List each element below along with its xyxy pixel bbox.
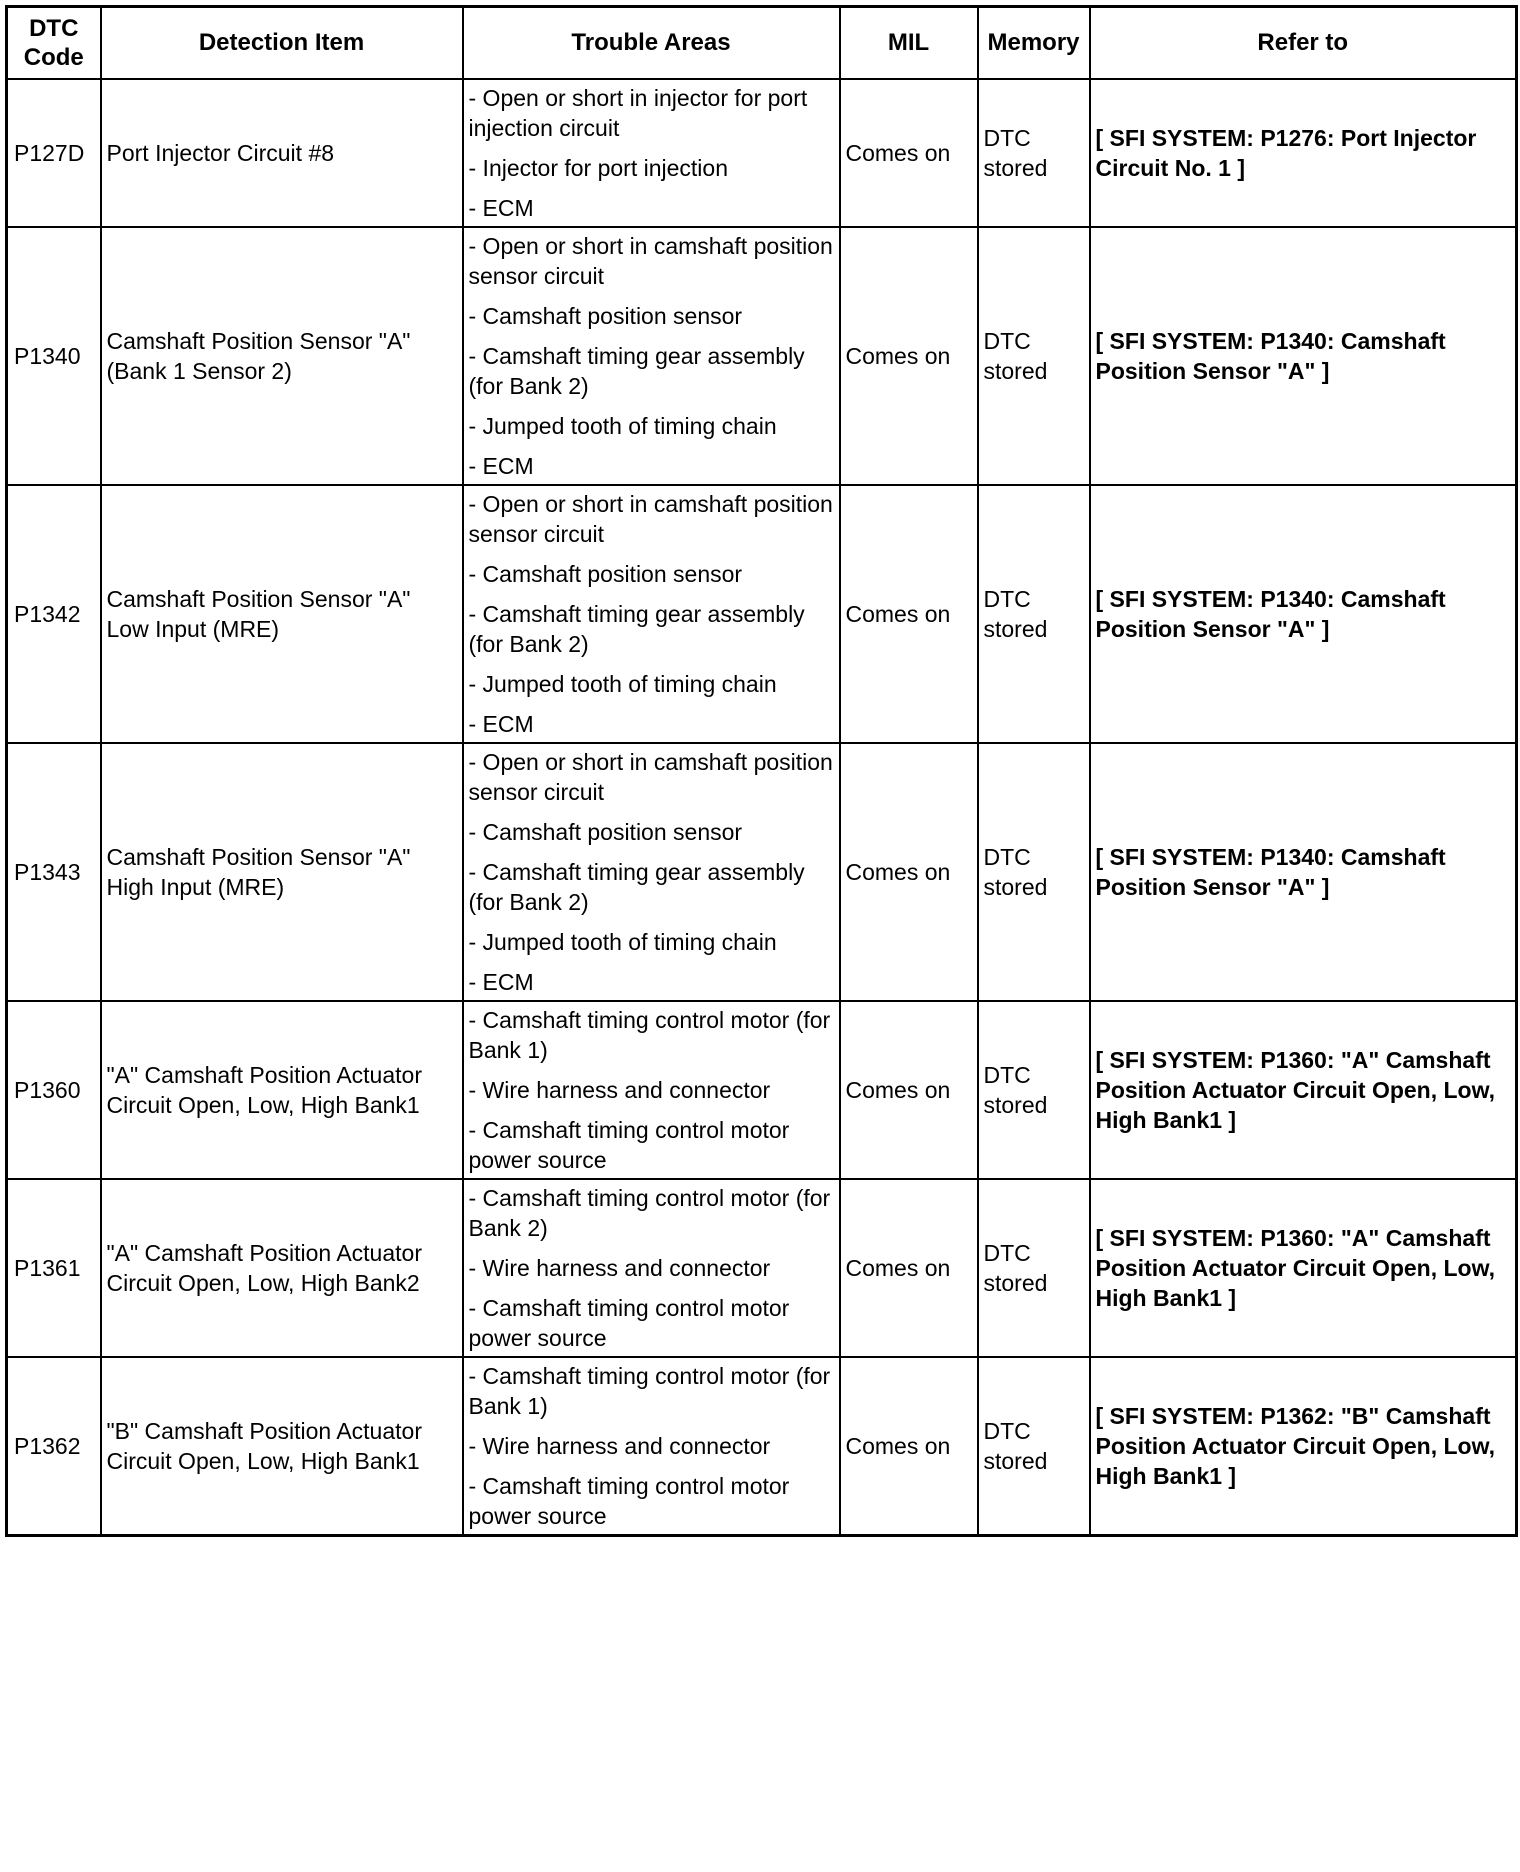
trouble-area-item: - Camshaft timing control motor power source: [468, 1116, 790, 1173]
detection-item-cell: [101, 485, 463, 743]
trouble-areas-cell: [463, 743, 840, 1001]
trouble-area-item: - Open or short in injector for port injection circuit: [468, 84, 808, 141]
dtc-table-container: [5, 5, 1515, 1537]
table-row: [7, 743, 1517, 1001]
trouble-area-item: - Camshaft position sensor: [468, 302, 743, 329]
trouble-area-item: - Camshaft timing gear assembly (for Bank 2): [468, 600, 805, 657]
mil-status: Comes on: [845, 342, 951, 369]
memory-cell: [978, 1179, 1090, 1357]
table-row: [7, 1001, 1517, 1179]
detection-item-cell: [101, 1357, 463, 1536]
dtc-table: [5, 5, 1518, 1537]
trouble-area-item: - ECM: [468, 194, 534, 221]
refer-to-link[interactable]: [ SFI SYSTEM: P1360: "A" Camshaft Position Actuator Circuit Open, Low, High Bank1 ]: [1095, 1046, 1496, 1133]
trouble-area-item: - Jumped tooth of timing chain: [468, 412, 777, 439]
detection-item: Port Injector Circuit #8: [106, 139, 335, 166]
trouble-area-item: - Open or short in camshaft position sensor circuit: [468, 490, 833, 547]
mil-cell: [840, 743, 978, 1001]
memory-status: DTC stored: [983, 1417, 1048, 1474]
dtc-code: P1362: [14, 1432, 81, 1459]
trouble-area-item: - Wire harness and connector: [468, 1432, 771, 1459]
trouble-area-item: - Camshaft timing gear assembly (for Bank 2): [468, 858, 805, 915]
trouble-area-item: - Camshaft timing gear assembly (for Bank 2): [468, 342, 805, 399]
dtc-code-cell: [7, 1179, 101, 1357]
trouble-areas-cell: [463, 1179, 840, 1357]
trouble-area-item: - Camshaft timing control motor (for Bank 2): [468, 1184, 831, 1241]
refer-to-cell: [1090, 743, 1517, 1001]
memory-cell: [978, 743, 1090, 1001]
mil-status: Comes on: [845, 858, 951, 885]
trouble-area-item: - Wire harness and connector: [468, 1076, 771, 1103]
table-header: [7, 7, 1517, 79]
trouble-areas-cell: [463, 1001, 840, 1179]
trouble-areas-list: [469, 1361, 834, 1531]
mil-cell: [840, 227, 978, 485]
memory-cell: [978, 1001, 1090, 1179]
mil-cell: [840, 485, 978, 743]
mil-status: Comes on: [845, 1254, 951, 1281]
dtc-code-cell: [7, 79, 101, 227]
refer-to-cell: [1090, 485, 1517, 743]
mil-status: Comes on: [845, 600, 951, 627]
refer-to-cell: [1090, 1001, 1517, 1179]
memory-cell: [978, 79, 1090, 227]
refer-to-cell: [1090, 227, 1517, 485]
detection-item: Camshaft Position Sensor "A" High Input (MRE): [106, 843, 411, 900]
dtc-code: P1360: [14, 1076, 81, 1103]
dtc-code-cell: [7, 485, 101, 743]
trouble-areas-list: [469, 1005, 834, 1175]
trouble-area-item: - Camshaft position sensor: [468, 818, 743, 845]
header-refer-to: Refer to: [1090, 7, 1517, 79]
dtc-code-cell: [7, 227, 101, 485]
detection-item-cell: [101, 227, 463, 485]
dtc-code-cell: [7, 743, 101, 1001]
refer-to-link[interactable]: [ SFI SYSTEM: P1340: Camshaft Position Sensor "A" ]: [1095, 585, 1446, 642]
table-row: [7, 227, 1517, 485]
trouble-area-item: - ECM: [468, 452, 534, 479]
refer-to-cell: [1090, 1179, 1517, 1357]
header-memory: Memory: [978, 7, 1090, 79]
detection-item-cell: [101, 1179, 463, 1357]
refer-to-cell: [1090, 1357, 1517, 1536]
trouble-area-item: - Jumped tooth of timing chain: [468, 670, 777, 697]
memory-status: DTC stored: [983, 124, 1048, 181]
detection-item-cell: [101, 79, 463, 227]
dtc-code: P1361: [14, 1254, 81, 1281]
dtc-code-cell: [7, 1357, 101, 1536]
refer-to-link[interactable]: [ SFI SYSTEM: P1360: "A" Camshaft Position Actuator Circuit Open, Low, High Bank1 ]: [1095, 1224, 1496, 1311]
trouble-areas-cell: [463, 79, 840, 227]
memory-status: DTC stored: [983, 843, 1048, 900]
trouble-area-item: - Open or short in camshaft position sensor circuit: [468, 748, 833, 805]
table-row: [7, 1357, 1517, 1536]
trouble-areas-list: [469, 747, 834, 997]
trouble-area-item: - ECM: [468, 710, 534, 737]
mil-status: Comes on: [845, 139, 951, 166]
header-trouble-areas: Trouble Areas: [463, 7, 840, 79]
mil-status: Comes on: [845, 1076, 951, 1103]
dtc-code: P1343: [14, 858, 81, 885]
memory-cell: [978, 485, 1090, 743]
trouble-areas-list: [469, 489, 834, 739]
table-body: [7, 79, 1517, 1536]
detection-item: Camshaft Position Sensor "A" Low Input (MRE): [106, 585, 411, 642]
trouble-areas-cell: [463, 1357, 840, 1536]
table-row: [7, 79, 1517, 227]
detection-item-cell: [101, 1001, 463, 1179]
mil-cell: [840, 1001, 978, 1179]
dtc-code-cell: [7, 1001, 101, 1179]
trouble-area-item: - Camshaft position sensor: [468, 560, 743, 587]
memory-cell: [978, 227, 1090, 485]
trouble-area-item: - Camshaft timing control motor (for Bank 1): [468, 1006, 831, 1063]
refer-to-link[interactable]: [ SFI SYSTEM: P1340: Camshaft Position Sensor "A" ]: [1095, 843, 1446, 900]
trouble-area-item: - Camshaft timing control motor power source: [468, 1294, 790, 1351]
trouble-area-item: - Wire harness and connector: [468, 1254, 771, 1281]
table-row: [7, 485, 1517, 743]
mil-cell: [840, 1357, 978, 1536]
trouble-areas-cell: [463, 227, 840, 485]
refer-to-link[interactable]: [ SFI SYSTEM: P1340: Camshaft Position Sensor "A" ]: [1095, 327, 1446, 384]
mil-status: Comes on: [845, 1432, 951, 1459]
memory-status: DTC stored: [983, 327, 1048, 384]
header-row: [7, 7, 1517, 79]
refer-to-link[interactable]: [ SFI SYSTEM: P1276: Port Injector Circuit No. 1 ]: [1095, 124, 1477, 181]
detection-item: "A" Camshaft Position Actuator Circuit Open, Low, High Bank2: [106, 1239, 422, 1296]
table-row: [7, 1179, 1517, 1357]
header-mil: MIL: [840, 7, 978, 79]
memory-cell: [978, 1357, 1090, 1536]
trouble-area-item: - Camshaft timing control motor power source: [468, 1472, 790, 1529]
trouble-areas-cell: [463, 485, 840, 743]
refer-to-cell: [1090, 79, 1517, 227]
detection-item: Camshaft Position Sensor "A" (Bank 1 Sensor 2): [106, 327, 411, 384]
dtc-code: P1342: [14, 600, 81, 627]
trouble-areas-list: [469, 83, 834, 223]
mil-cell: [840, 1179, 978, 1357]
header-dtc-code: DTC Code: [7, 7, 101, 79]
detection-item-cell: [101, 743, 463, 1001]
dtc-code: P1340: [14, 342, 81, 369]
memory-status: DTC stored: [983, 585, 1048, 642]
memory-status: DTC stored: [983, 1061, 1048, 1118]
trouble-areas-list: [469, 231, 834, 481]
trouble-area-item: - ECM: [468, 968, 534, 995]
detection-item: "B" Camshaft Position Actuator Circuit Open, Low, High Bank1: [106, 1417, 422, 1474]
mil-cell: [840, 79, 978, 227]
header-detection-item: Detection Item: [101, 7, 463, 79]
detection-item: "A" Camshaft Position Actuator Circuit Open, Low, High Bank1: [106, 1061, 422, 1118]
trouble-area-item: - Injector for port injection: [468, 154, 729, 181]
memory-status: DTC stored: [983, 1239, 1048, 1296]
trouble-area-item: - Jumped tooth of timing chain: [468, 928, 777, 955]
trouble-area-item: - Open or short in camshaft position sensor circuit: [468, 232, 833, 289]
trouble-area-item: - Camshaft timing control motor (for Bank 1): [468, 1362, 831, 1419]
refer-to-link[interactable]: [ SFI SYSTEM: P1362: "B" Camshaft Position Actuator Circuit Open, Low, High Bank1 ]: [1095, 1402, 1496, 1489]
dtc-code: P127D: [14, 139, 85, 166]
trouble-areas-list: [469, 1183, 834, 1353]
